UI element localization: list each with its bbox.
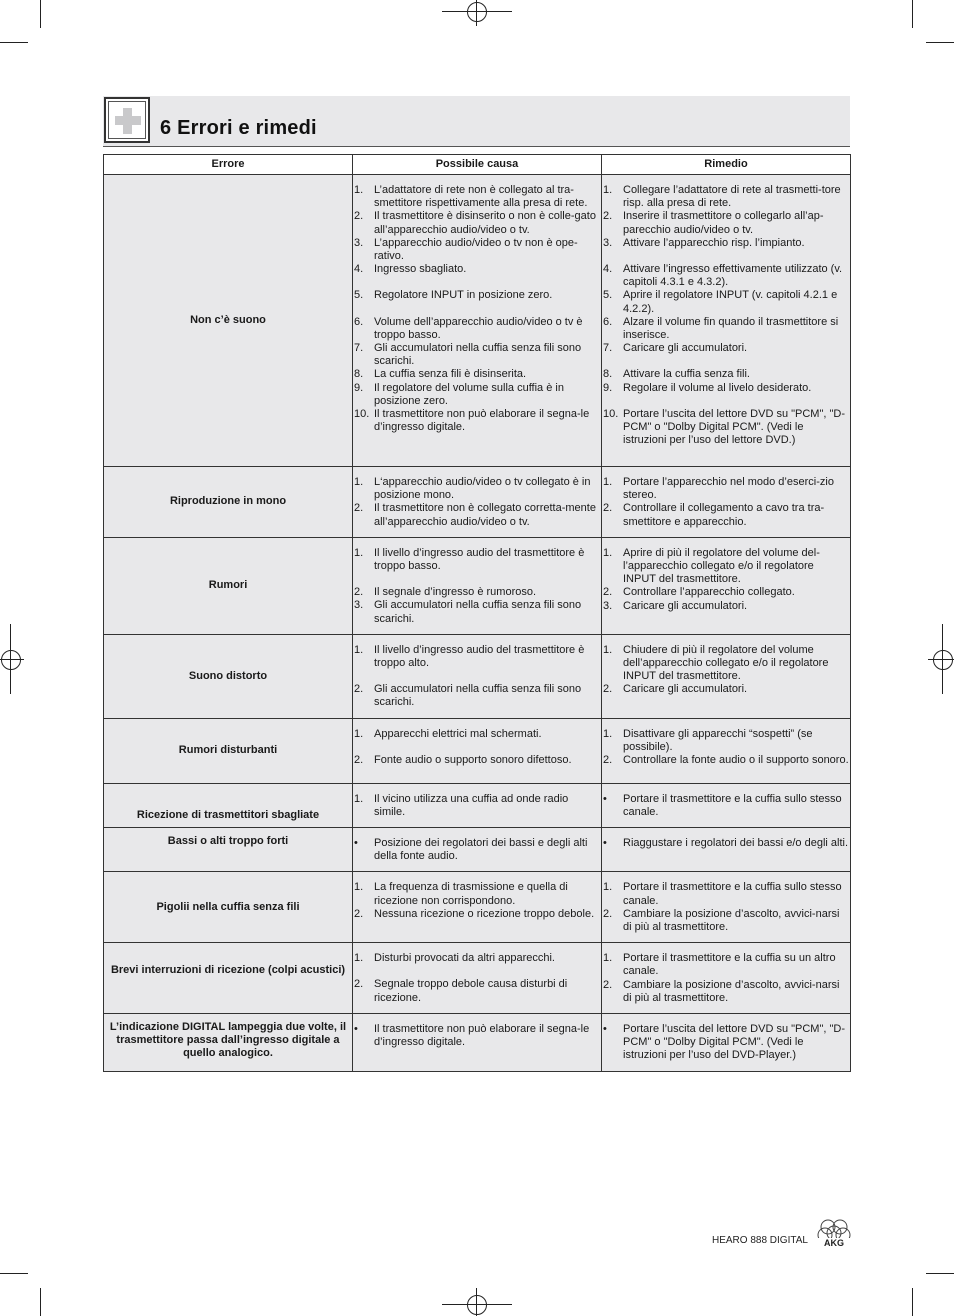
item-number: • [603,792,607,805]
item-number: • [603,837,607,850]
item-number: 1. [603,643,613,656]
item-number: 3. [603,236,613,249]
error-cell: Riproduzione in mono [104,467,353,538]
item-text: Il trasmettitore non è collegato corretta-mente all’apparecchio audio/video o tv. [374,502,596,528]
item-number: 2. [354,586,364,599]
item-text: Disturbi provocati da altri apparecchi. [374,952,555,965]
cause-cell [353,828,602,872]
item-text: Caricare gli accumulatori. [623,683,748,696]
list-item [602,837,850,850]
list-item [602,342,850,355]
cause-cell [353,634,602,718]
list-item [602,793,850,819]
item-number: 4. [603,263,613,276]
remedy-cell [602,1014,851,1072]
list-item [602,586,850,599]
item-text: Segnale troppo debole causa disturbi di ricezione. [374,978,568,1004]
item-number: 2. [603,586,613,599]
item-number: 2. [603,502,613,515]
item-text: Il trasmettitore non può elaborare il segna-le d’ingresso digitale. [374,1023,590,1049]
list-item [353,408,601,434]
column-header-error: Errore [104,155,353,175]
item-number: 10. [603,407,619,420]
cause-cell [353,175,602,467]
list-item [353,881,601,907]
list-item [602,316,850,342]
item-number: 7. [603,342,613,355]
error-cell: Suono distorto [104,634,353,718]
cause-cell [353,872,602,943]
list-item [602,754,850,767]
item-text: Riaggustare i regolatori dei bassi e/o degli alti. [623,837,849,850]
item-text: Ingresso sbagliato. [374,263,467,276]
list-item [353,289,601,302]
item-text: Attivare l’apparecchio risp. l’impianto. [623,236,805,249]
item-number: 2. [603,754,613,767]
list-item [602,979,850,1005]
item-number: 1. [603,881,613,894]
item-number: 1. [354,952,364,965]
list-item [353,908,601,921]
error-cell: Rumori [104,537,353,634]
item-number: 6. [603,315,613,328]
list-item [353,502,601,528]
item-number: 1. [603,546,613,559]
remedy-cell [602,467,851,538]
remedy-cell [602,718,851,783]
remedy-cell [602,943,851,1014]
list-item [353,368,601,381]
item-number: 9. [354,381,364,394]
column-header-remedy: Rimedio [602,155,851,175]
item-text: Il trasmettitore è disinserito o non è colle-gato all’apparecchio audio/video o tv. [374,210,596,236]
error-cell: Ricezione di trasmettitori sbagliate [104,783,353,827]
list-item [353,754,601,767]
item-text: Collegare l’adattatore di rete al trasmetti-tore risp. alla presa di rete. [623,184,841,210]
item-text: Portare il trasmettitore e la cuffia sullo stesso canale. [623,881,842,907]
item-text: Il segnale d’ingresso è rumoroso. [374,586,537,599]
item-text: Regolatore INPUT in posizione zero. [374,289,553,302]
item-text: La frequenza di trasmissione e quella di ricezione non corrispondono. [374,881,568,907]
item-number: 8. [603,368,613,381]
list-item [602,237,850,250]
cause-cell [353,718,602,783]
list-item [353,316,601,342]
akg-logo-text: AKG [824,1238,844,1248]
list-item [602,184,850,210]
list-item [602,1023,850,1063]
list-item [602,683,850,696]
item-text: L’apparecchio audio/video o tv non è ope-rativo. [374,236,578,263]
list-item [353,683,601,709]
item-number: 3. [354,599,364,612]
item-text: Portare il trasmettitore e la cuffia sullo stesso canale. [623,792,842,818]
item-text: Aprire il regolatore INPUT (v. capitoli 4.2.1 e 4.2.2). [623,289,838,315]
item-text: Gli accumulatori nella cuffia senza fili sono scarichi. [374,599,582,625]
list-item [353,978,601,1004]
item-number: 2. [603,210,613,223]
item-text: Nessuna ricezione o ricezione troppo debole. [374,907,595,920]
table-row [104,943,851,1014]
list-item [353,837,601,863]
item-number: 2. [603,907,613,920]
list-item [353,263,601,276]
item-number: 4. [354,263,364,276]
item-number: 1. [354,546,364,559]
table-row [104,783,851,827]
list-item [602,502,850,528]
item-number: 1. [603,184,613,196]
item-number: 2. [354,502,364,515]
page-title: 6 Errori e rimedi [160,117,317,139]
remedy-cell [602,828,851,872]
list-item [353,210,601,236]
item-text: Cambiare la posizione d’ascolto, avvici-narsi di più al trasmettitore. [623,907,840,934]
list-item [353,728,601,741]
list-item [602,210,850,236]
item-text: Chiudere di più il regolatore del volume dell’apparecchio collegato e/o il regolatore INPUT del trasmettitore. [623,643,829,683]
item-number: 1. [354,184,364,196]
cause-cell [353,1014,602,1072]
item-text: Gli accumulatori nella cuffia senza fili sono scarichi. [374,683,582,709]
item-number: 2. [354,683,364,696]
item-text: Disattivare gli apparecchi “sospetti” (se possibile). [623,727,813,753]
list-item [353,644,601,670]
item-text: Cambiare la posizione d’ascolto, avvici-narsi di più al trasmettitore. [623,978,840,1004]
crop-mark [0,42,28,43]
list-item [602,263,850,289]
item-number: 1. [603,476,613,488]
error-cell: Brevi interruzioni di ricezione (colpi acustici) [104,943,353,1014]
table-header-row [104,155,851,175]
error-cell: Bassi o alti troppo forti [104,828,353,872]
akg-logo [816,1217,852,1249]
list-item [353,952,601,965]
item-number: 2. [354,907,364,920]
cause-cell [353,783,602,827]
item-number: 2. [354,978,364,991]
table-body [104,175,851,1072]
list-item [353,382,601,408]
item-text: Il vicino utilizza una cuffia ad onde radio simile. [374,792,569,818]
troubleshooting-table [103,154,851,1072]
list-item [602,408,850,448]
item-number: • [354,837,358,850]
item-number: 2. [603,683,613,696]
list-item [353,793,601,819]
item-number: 1. [354,476,364,488]
item-text: Caricare gli accumulatori. [623,342,748,355]
table-row [104,634,851,718]
item-number: 5. [354,289,364,302]
item-text: L’adattatore di rete non è collegato al tra-smettitore rispettivamente alla presa di rete. [374,184,588,210]
item-text: Attivare l’ingresso effettivamente utilizzato (v. capitoli 4.3.1 e 4.3.2). [623,263,843,289]
item-text: Controllare la fonte audio o il supporto sonoro. [623,754,849,767]
item-text: Il regolatore del volume sulla cuffia è in posizione zero. [374,381,564,407]
list-item [353,599,601,625]
list-item [602,476,850,502]
remedy-cell [602,634,851,718]
crop-mark [926,1273,954,1274]
crop-mark [40,0,41,28]
error-cell: Non c’è suono [104,175,353,467]
crop-mark [912,0,913,28]
list-item [602,382,850,395]
item-text: Volume dell’apparecchio audio/video o tv è troppo basso. [374,315,583,341]
item-number: 8. [354,368,364,381]
item-text: Controllare il collegamento a cavo tra tra-smettitore e apparecchio. [623,502,825,528]
remedy-cell [602,537,851,634]
first-aid-cross-icon [104,97,150,143]
crop-mark [0,1273,28,1274]
item-number: 6. [354,315,364,328]
item-number: 3. [354,236,364,249]
item-number: 1. [354,792,364,805]
table-row [104,1014,851,1072]
list-item [353,547,601,573]
item-number: 1. [354,727,364,740]
error-cell: Pigolii nella cuffia senza fili [104,872,353,943]
list-item [602,600,850,613]
header-divider [103,146,850,147]
remedy-cell [602,783,851,827]
item-text: Il livello d’ingresso audio del trasmettitore è troppo alto. [374,643,585,670]
list-item [353,1023,601,1049]
cause-cell [353,943,602,1014]
error-cell: Rumori disturbanti [104,718,353,783]
item-text: Caricare gli accumulatori. [623,599,748,612]
item-number: 10. [354,408,370,421]
list-item [353,476,601,502]
table-row [104,872,851,943]
item-text: Attivare la cuffia senza fili. [623,368,750,381]
list-item [602,547,850,587]
item-number: 1. [603,727,613,740]
table-row [104,718,851,783]
list-item [602,952,850,978]
remedy-cell [602,175,851,467]
item-number: 7. [354,342,364,355]
list-item [353,184,601,210]
item-text: Gli accumulatori nella cuffia senza fili sono scarichi. [374,342,582,368]
remedy-cell [602,872,851,943]
item-text: Portare l’apparecchio nel modo d’eserci-zio stereo. [623,476,834,502]
list-item [353,586,601,599]
item-number: 2. [354,753,364,766]
item-text: Alzare il volume fin quando il trasmettitore si inserisce. [623,315,839,342]
list-item [602,289,850,315]
crop-mark [926,42,954,43]
item-text: L‘apparecchio audio/video o tv collegato è in posizione mono. [374,476,591,502]
item-number: • [354,1023,358,1036]
list-item [602,881,850,907]
item-text: Posizione dei regolatori dei bassi e degli alti della fonte audio. [374,837,588,863]
crop-mark [912,1288,913,1316]
item-number: 2. [354,210,364,223]
item-text: Regolare il volume al livelo desiderato. [623,381,812,394]
item-number: 5. [603,289,613,302]
list-item [602,368,850,381]
item-number: • [603,1023,607,1036]
item-number: 2. [603,978,613,991]
item-text: Apparecchi elettrici mal schermati. [374,727,542,740]
table-row [104,828,851,872]
item-text: Portare l’uscita del lettore DVD su "PCM", "D-PCM" o "Dolby Digital PCM". (Vedi le istruzioni per l’uso del DVD-Player.) [623,1023,846,1062]
cause-cell [353,537,602,634]
list-item [602,908,850,934]
item-text: Fonte audio o supporto sonoro difettoso. [374,753,572,766]
cause-cell [353,467,602,538]
table-row [104,175,851,467]
item-text: Inserire il trasmettitore o collegarlo all’ap-parecchio audio/video o tv. [623,210,824,236]
item-text: Portare il trasmettitore e la cuffia su un altro canale. [623,952,836,978]
list-item [353,342,601,368]
item-text: Il trasmettitore non può elaborare il segna-le d’ingresso digitale. [374,408,590,434]
item-text: Controllare l’apparecchio collegato. [623,586,795,599]
item-number: 9. [603,381,613,394]
table-row [104,467,851,538]
item-number: 1. [603,952,613,965]
item-text: La cuffia senza fili è disinserita. [374,368,527,381]
item-number: 1. [354,643,364,656]
item-text: Il livello d’ingresso audio del trasmettitore è troppo basso. [374,546,585,573]
list-item [602,728,850,754]
item-text: Aprire di più il regolatore del volume del-l’apparecchio collegato e/o il regolatore INPUT del trasmettitore. [623,546,820,586]
item-number: 3. [603,599,613,612]
product-name: HEARO 888 DIGITAL [712,1235,808,1246]
list-item [602,644,850,684]
item-number: 1. [354,881,364,894]
list-item [353,237,601,263]
item-text: Portare l’uscita del lettore DVD su "PCM", "D-PCM" o "Dolby Digital PCM". (Vedi le istruzioni per l’uso del lettore DVD.) [623,407,846,447]
table-row [104,537,851,634]
error-cell: L’indicazione DIGITAL lampeggia due volte, il trasmettitore passa dall’ingresso digitale a quello analogico. [104,1014,353,1072]
column-header-cause: Possibile causa [353,155,602,175]
crop-mark [40,1288,41,1316]
